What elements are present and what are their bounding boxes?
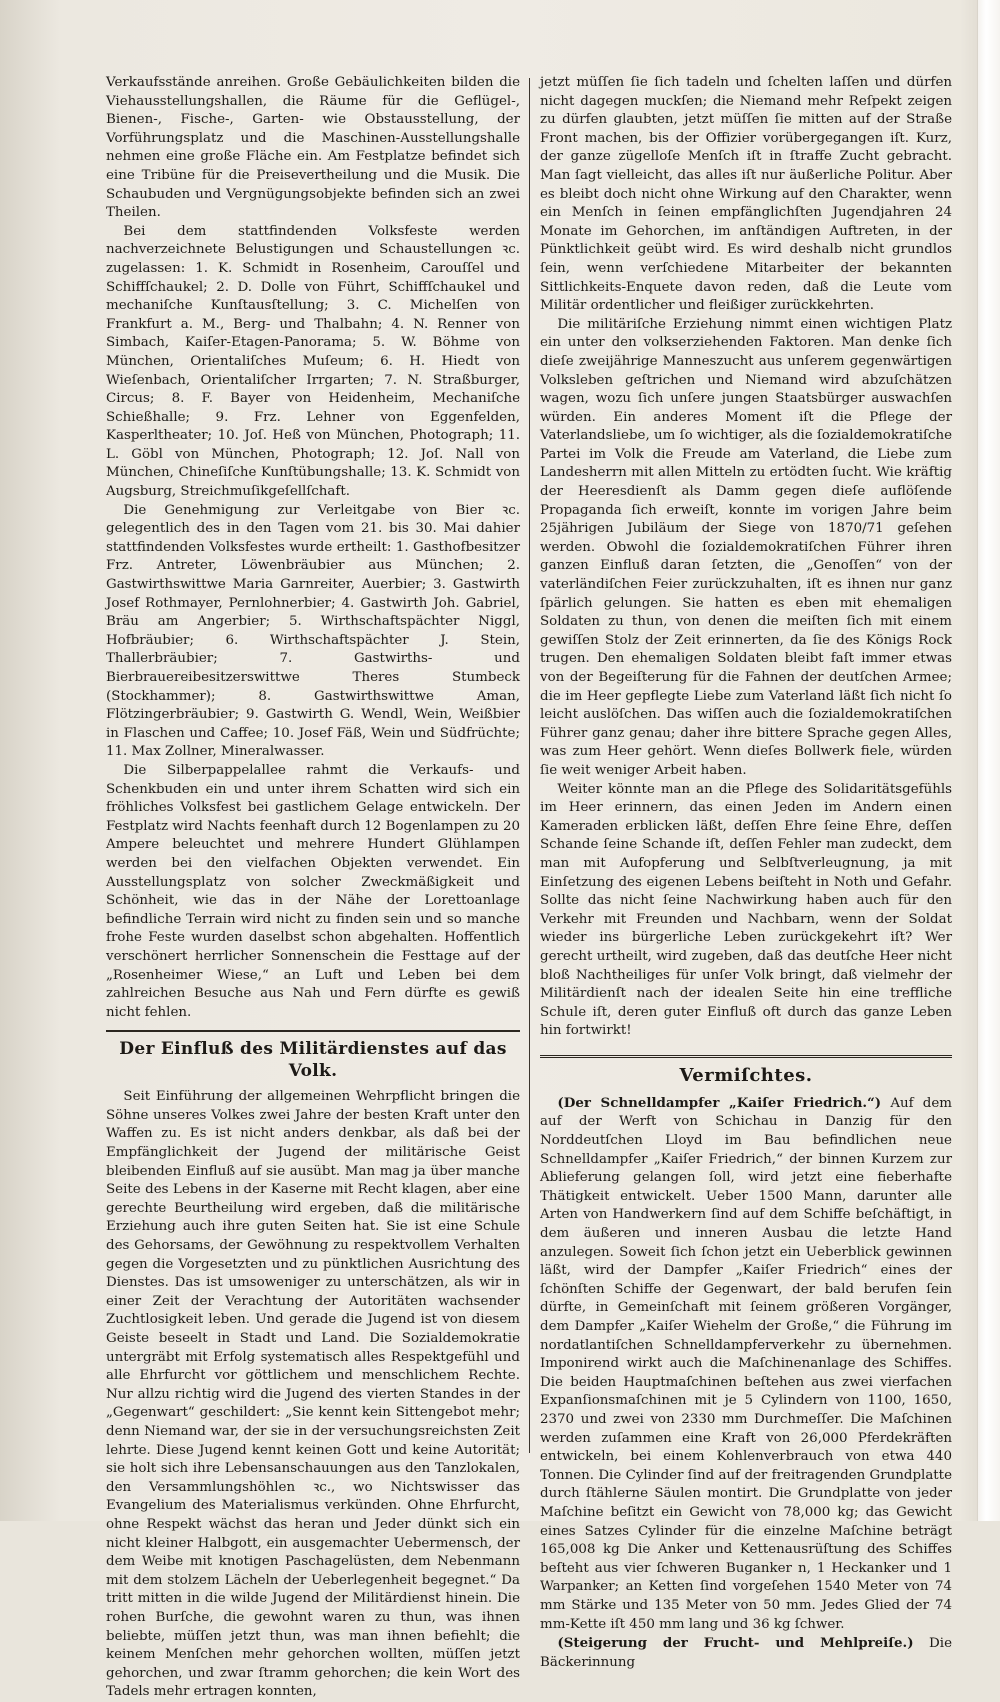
paragraph-solidarity: Weiter könnte man an die Pflege des Solidaritätsgefühls im Heer erinnern, das einen Jeden im Andern einen Kameraden erblicken läßt, deſſen Ehre ſeine Ehre, deſſen Schande ſeine Schande iſt, deſſen Fehler man zudeckt, dem man mit Aufopferung und Selbſtverleugnung, ja mit Einſetzung des eigenen Lebens beiſteht in Noth und Gefahr. Sollte das nicht ſeine Nachwirkung haben auch für den Verkehr mit Freunden und Nachbarn, wenn der Soldat wieder ins bürgerliche Leben zurückgekehrt iſt? Wer gerecht urtheilt, wird zugeben, daß das deutſche Heer nicht bloß Nachtheiliges für unſer Volk bringt, daß vielmehr der Militärdienſt nach der idealen Seite hin eine treffliche Schule iſt, deren guter Einfluß oft durch das ganze Leben hin fortwirkt!	[540, 781, 952, 1039]
right-column	[540, 74, 952, 1672]
news-item-steamer-body: Auf dem auf der Werft von Schichau in Danzig für den Norddeutſchen Lloyd im Bau befindlichen neue Schnelldampfer „Kaiſer Friedrich,“ der binnen Kurzem zur Ablieferung gelangen ſoll, wird jetzt eine fieberhafte Thätigkeit entwickelt. Ueber 1500 Mann, darunter alle Arten von Handwerkern ſind auf dem Schiffe beſchäftigt, in dem äußeren und inneren Ausbau die letzte Hand anzulegen. Soweit ſich ſchon jetzt ein Ueberblick gewinnen läßt, wird der Dampfer „Kaiſer Friedrich“ eines der ſchönſten Schiffe der Gegenwart, der bald berufen ſein dürfte, in Gemeinſchaft mit ſeinem größeren Vorgänger, dem Dampfer „Kaiſer Wiehelm der Große,“ die Führung im nordatlantiſchen Schnelldampferverkehr zu übernehmen. Imponirend wirkt auch die Maſchinenanlage des Schiffes. Die beiden Hauptmaſchinen beſtehen aus zwei vierfachen Expanſionsmaſchinen mit je 5 Cylindern von 1100, 1650, 2370 und zwei von 2330 mm Durchmeſſer. Die Maſchinen werden zuſammen eine Kraft von 26,000 Pferdekräften entwickeln, bei einem Kohlenverbrauch von etwa 440 Tonnen. Die Cylinder ſind auf der freitragenden Grundplatte durch ſtählerne Säulen montirt. Die Grundplatte von jeder Maſchine beſitzt ein Gewicht von 78,000 kg; das Gewicht eines Satzes Cylinder für die einzelne Maſchine beträgt 165,008 kg Die Anker und Kettenausrüſtung des Schiffes beſteht aus vier ſchweren Buganker n, 1 Heckanker und 1 Warpanker; an Ketten ſind vorgeſehen 1540 Meter von 74 mm Stärke und 135 Meter von 50 mm. Jedes Glied der 74 mm-Kette iſt 450 mm lang und 36 kg ſchwer.	[540, 1095, 952, 1632]
news-item-prices	[540, 1634, 952, 1672]
paragraph-exhibition-halls: Verkaufsstände anreihen. Große Gebäulichkeiten bilden die Viehausstellungshallen, die Räume für die Geflügel-, Bienen-, Fische-, Garten- wie Obstausstellung, der Vorführungsplatz und die Maschinen-Ausstellungshalle nehmen eine große Fläche ein. Am Festplatze befindet sich eine Tribüne für die Preisevertheilung und die Musik. Die Schaubuden und Vergnügungsobjekte befinden sich an zwei Theilen.	[106, 75, 520, 221]
paragraph-amusements-list: Bei dem stattfindenden Volksfeste werden nachverzeichnete Belustigungen und Schaustellungen ꝛc. zugelassen: 1. K. Schmidt in Rosenheim, Carouſſel und Schiffſchaukel; 2. D. Dolle von Führt, Schiffſchaukel und mechaniſche Kunſtausſtellung; 3. C. Michelſen von Frankfurt a. M., Berg- und Thalbahn; 4. N. Renner von Simbach, Kaiſer-Etagen-Panorama; 5. W. Böhme von München, Orientaliſches Muſeum; 6. H. Hiedt von Wieſenbach, Orientaliſcher Irrgarten; 7. N. Straßburger, Circus; 8. F. Bayer von Heidenheim, Mechaniſche Schießhalle; 9. Frz. Lehner von Eggenfelden, Kasperltheater; 10. Joſ. Heß von München, Photograph; 11. L. Göbl von München, Photograph; 12. Joſ. Nall von München, Chineſiſche Kunſtübungshalle; 13. K. Schmidt von Augsburg, Streichmuſikgeſellſchaft.	[106, 223, 520, 500]
paragraph-military-continued: jetzt müſſen ſie ſich tadeln und ſchelten laſſen und dürfen nicht dagegen muckſen; die Niemand mehr Reſpekt zeigen zu dürfen glaubten, jetzt müſſen ſie mitten auf der Straße Front machen, bis der Offizier vorübergegangen iſt. Kurz, der ganze zügelloſe Menſch iſt in ſtraffe Zucht gebracht. Man ſagt vielleicht, das alles iſt nur äußerliche Politur. Aber es bleibt doch nicht ohne Wirkung auf den Charakter, wenn ein Menſch in ſeinen empfänglichſten Jugendjahren 24 Monate im Gehorchen, im anſtändigen Auftreten, in der Pünktlichkeit geübt wird. Es wird deshalb nicht grundlos ſein, wenn verſchiedene Mitarbeiter der bekannten Sittlichkeits-Enquete davon reden, daß die Leute vom Militär ordentlicher und fleißiger zurückkehrten.	[540, 75, 952, 314]
page-edge	[977, 0, 1000, 1521]
news-item-prices-body: Die Bäckerinnung	[540, 1636, 952, 1670]
paragraph-military-intro: Seit Einführung der allgemeinen Wehrpflicht bringen die Söhne unseres Volkes zwei Jahre der besten Kraft unter den Waffen zu. Es ist nicht anders denkbar, als daß bei der Empfänglichkeit der Jugend der militärische Geist bleibenden Einfluß auf sie ausübt. Man mag ja über manche Seite des Lebens in der Kaserne mit Recht klagen, aber eine gerechte Beurtheilung wird ergeben, daß die militärische Erziehung auch ihre guten Seiten hat. Sie ist eine Schule des Gehorsams, der Gewöhnung zu respektvollem Verhalten gegen die Vorgesetzten und zu pünktlichen Ausrichtung des Dienstes. Das ist umsoweniger zu unterschätzen, als wir in einer Zeit der Verachtung der Autoritäten wachsender Zuchtlosigkeit leben. Und gerade die Jugend ist von diesem Geiste beseelt in Stadt und Land. Die Sozialdemokratie untergräbt mit Erfolg systematisch alles Respektgefühl und alle Ehrfurcht vor göttlichem und menschlichem Rechte. Nur allzu richtig wird die Jugend des vierten Standes in der „Gegenwart“ geschildert: „Sie kennt kein Sittengebot mehr; denn Niemand war, der sie in der versuchungsreichsten Zeit lehrte. Diese Jugend kennt keinen Gott und keine Autorität; sie holt sich ihre Lebensanschauungen aus den Tanzlokalen, den Versammlungshöhlen ꝛc., wo Nichtswisser das Evangelium des Materialismus verkünden. Ohne Ehrfurcht, ohne Respekt wächst das heran und Jeder dünkt sich ein nicht kleiner Halbgott, ein ausgemachter Uebermensch, der dem Weibe mit knotigen Paschagelüsten, dem Nebenmann mit dem stolzem Lächeln der Ueberlegenheit begegnet.“ Da tritt mitten in die wilde Jugend der Militärdienst hinein. Die rohen Burſche, die gewohnt waren zu thun, was ihnen beliebte, müſſen jetzt thun, was man ihnen befiehlt; die keinem Menſchen mehr gehorchen wollten, müſſen jetzt gehorchen, und zwar ſtramm gehorchen; die kein Wort des Tadels mehr ertragen konnten,	[106, 1089, 520, 1700]
paragraph-festival-grounds: Die Silberpappelallee rahmt die Verkaufs- und Schenkbuden ein und unter ihrem Schatten wird sich ein fröhliches Volksfest bei gastlichem Gelage entwickeln. Der Festplatz wird Nachts feenhaft durch 12 Bogenlampen zu 20 Ampere beleuchtet und mehrere Hundert Glühlampen werden bei den vielfachen Objekten verwendet. Ein Ausstellungsplatz von solcher Zweckmäßigkeit und Schönheit, wie das in der Nähe der Lorettoanlage befindliche Terrain wird nicht zu finden sein und so manche frohe Feste wurden daselbst schon abgehalten. Hoffentlich verschönert herrlicher Sonnenschein die Festtage auf der „Rosenheimer Wiese,“ an Luft und Leben bei dem zahlreichen Besuche aus Nah und Fern dürfte es gewiß nicht fehlen.	[106, 762, 520, 1020]
paragraph-military-education: Die militäriſche Erziehung nimmt einen wichtigen Platz ein unter den volkserziehenden Faktoren. Man denke ſich dieſe zweijährige Manneszucht aus unſerem gegenwärtigen Volksleben geſtrichen und Niemand wird abzuſchätzen wagen, wozu ſich unſere jungen Staatsbürger auswachſen würden. Ein anderes Moment iſt die Pflege der Vaterlandsliebe, um ſo wichtiger, als die ſozialdemokratiſche Partei im Volk die Freude am Vaterland, die Liebe zum Landesherrn mit allen Mitteln zu ertödten ſucht. Wie kräftig der Heeresdienſt als Damm gegen dieſe auflöſende Propaganda ſich erweiſt, konnte im vorigen Jahre beim 25jährigen Jubiläum der Siege von 1870/71 geſehen werden. Obwohl die ſozialdemokratiſchen Führer ihren ganzen Einfluß daran ſetzten, die „Genoſſen“ von der vaterländiſchen Feier zurückzuhalten, iſt es ihnen nur ganz ſpärlich gelungen. Sie hatten es eben mit ehemaligen Soldaten zu thun, von denen die meiſten ſich mit einem gewiſſen Stolz der Zeit erinnerten, da ſie des Königs Rock trugen. Den ehemaligen Soldaten bleibt faſt immer etwas von der Begeiſterung für die Fahnen der deutſchen Armee; die im Heer gepflegte Liebe zum Vaterland läßt ſich nicht ſo leicht auslöſchen. Das wiſſen auch die ſozialdemokratiſchen Führer ganz genau; daher ihre bittere Sprache gegen Alles, was zum Heer gehört. Wenn dieſes Bollwerk fiele, würden ſie weit weniger Arbeit haben.	[540, 316, 952, 778]
column-divider	[529, 78, 530, 1453]
section-divider	[540, 1055, 952, 1058]
article-headline: Der Einfluß des Militärdienstes auf das Volk.	[106, 1030, 520, 1082]
news-item-prices-lead: (Steigerung der Frucht- und Mehlpreiſe.)	[557, 1635, 914, 1652]
left-column	[106, 74, 520, 1702]
news-item-steamer-lead: (Der Schnelldampfer „Kaiſer Friedrich.“)	[557, 1094, 882, 1111]
section-title-miscellaneous: Vermiſchtes.	[679, 1064, 813, 1086]
paragraph-beer-permits: Die Genehmigung zur Verleitgabe von Bier ꝛc. gelegentlich des in den Tagen vom 21. bis 30. Mai dahier stattfindenden Volksfestes wurde ertheilt: 1. Gasthofbesitzer Frz. Antreter, Löwenbräubier aus München; 2. Gastwirthswittwe Maria Garnreiter, Auerbier; 3. Gastwirth Josef Rothmayer, Pernlohnerbier; 4. Gastwirth Joh. Gabriel, Bräu am Angerbier; 5. Wirthschaftspächter Niggl, Hofbräubier; 6. Wirthschaftspächter J. Stein, Thallerbräubier; 7. Gastwirths- und Bierbrauereibesitzerswittwe Theres Stumbeck (Stockhammer); 8. Gastwirthswittwe Aman, Flötzingerbräubier; 9. Gastwirth G. Wendl, Wein, Weißbier in Flaschen und Caffee; 10. Josef Fäß, Wein und Südfrüchte; 11. Max Zollner, Mineralwasser.	[106, 502, 520, 760]
news-item-steamer	[540, 1094, 952, 1634]
